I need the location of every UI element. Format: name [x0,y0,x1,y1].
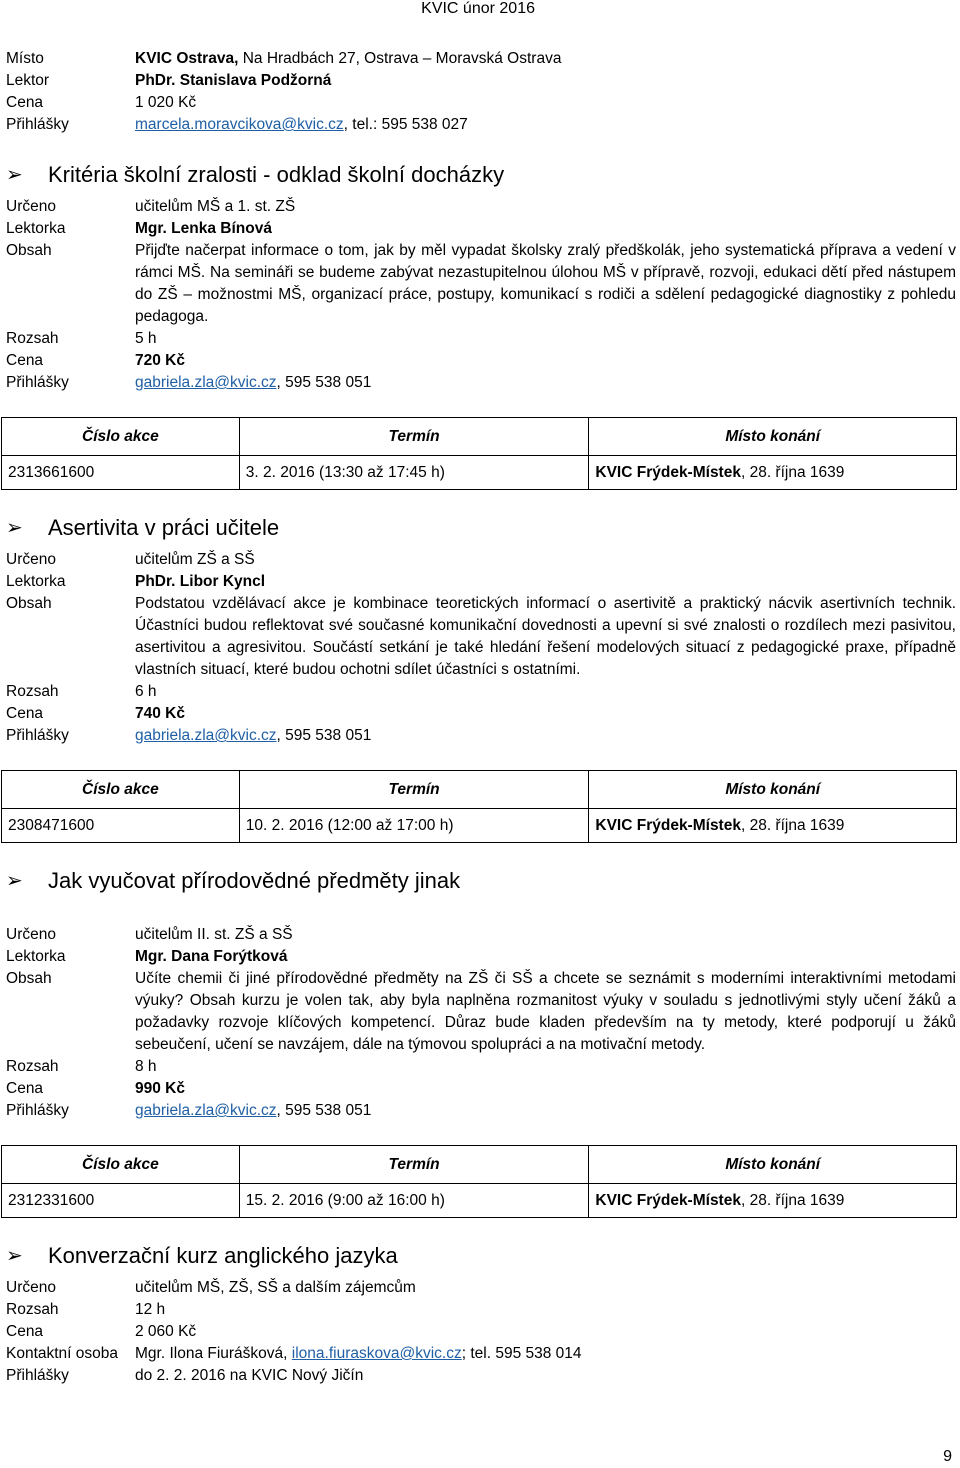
course-description: Učíte chemii či jiné přírodovědné předměty na ZŠ či SŠ a chcete se seznámit s moderními interaktivními metodami výuky? Obsah kurzu je volen tak, aby byla naplněna rozmanitost výuky v souladu s jednotlivými styly učení žáků a požadavky rozvoje klíčových kompetencí. Důraz bude kladen především na ty metody, které podporují u žáků sebeučení, učení se navzájem, dále na týmovou spolupráci a na motivační metody. [135,970,956,1053]
place-address: Na Hradbách 27, Ostrava – Moravská Ostrava [238,50,562,67]
phone: , 595 538 051 [276,1102,372,1119]
course-description: Podstatou vzdělávací akce je kombinace teoretických informací o asertivitě a praktický nácvik asertivních technik. Účastníci budou reflektovat své současné komunikační dovednosti a upevní si své znalosti o rozdílech mezi pasivitou, asertivitou a agresivitou. Součástí setkání je také hledání řešení modelových situací z pedagogické praxe, případně vlastních situací, které budou ochotni sdílet účastníci s ostatními. [135,595,956,678]
event-table [1,770,957,843]
page-header: KVIC únor 2016 [421,0,535,17]
course-details [6,549,956,747]
event-place: KVIC Frýdek-Místek, 28. října 1639 [589,809,957,843]
info-row [6,92,956,114]
course-description: Přijďte načerpat informace o tom, jak by měl vypadat školsky zralý předškolák, jeho systematická příprava a vedení v rámci MŠ. Na semináři se budeme zabývat nezastupitelnou úlohou MŠ v přípravě, rozvoji, edukaci dětí před nástupem do ZŠ – možnostmi MŠ, organizací práce, postupy, komunikací s rodiči a sdělení pedagogické diagnostiky z pohledu pedagoga. [135,242,956,325]
target-group: učitelům ZŠ a SŠ [135,551,255,568]
col-header: Místo konání [589,1146,957,1184]
course-details [6,196,956,394]
event-date: 15. 2. 2016 (9:00 až 16:00 h) [239,1184,589,1218]
course-heading [6,160,956,190]
phone: , 595 538 051 [276,727,372,744]
phone: , tel.: 595 538 027 [343,116,468,133]
course-section [6,1241,956,1271]
row-label: Místo [6,50,44,67]
price: 990 Kč [135,1080,185,1097]
event-place: KVIC Frýdek-Místek, 28. října 1639 [589,456,957,490]
row-label: Rozsah [6,330,59,347]
course-section [6,866,956,896]
registration-info: do 2. 2. 2016 na KVIC Nový Jičín [135,1367,364,1384]
col-header: Termín [239,1146,589,1184]
course-details [6,924,956,1122]
info-row [6,48,956,70]
top-info [6,48,956,136]
place-name: KVIC Ostrava, [135,50,239,67]
row-label: Přihlášky [6,374,69,391]
duration: 8 h [135,1058,157,1075]
event-table [1,417,957,490]
row-label: Určeno [6,1279,56,1296]
event-place: KVIC Frýdek-Místek, 28. října 1639 [589,1184,957,1218]
target-group: učitelům MŠ, ZŠ, SŠ a dalším zájemcům [135,1279,416,1296]
price: 720 Kč [135,352,185,369]
info-row [6,70,956,92]
arrow-bullet-icon: ➢ [6,164,23,186]
col-header: Termín [239,418,589,456]
row-label: Obsah [6,970,52,987]
col-header: Číslo akce [2,418,240,456]
row-label: Rozsah [6,683,59,700]
course-section [6,160,956,190]
contact-person: Mgr. Ilona Fiurášková, [135,1345,292,1362]
row-label: Obsah [6,595,52,612]
lecturer-name: Mgr. Dana Forýtková [135,948,288,965]
arrow-bullet-icon: ➢ [6,870,23,892]
row-label: Cena [6,94,44,111]
course-heading [6,1241,956,1271]
target-group: učitelům MŠ a 1. st. ZŠ [135,198,296,215]
row-label: Přihlášky [6,1367,69,1384]
row-label: Kontaktní osoba [6,1345,119,1362]
email-link[interactable]: marcela.moravcikova@kvic.cz [135,116,344,133]
course-heading [6,866,956,896]
duration: 12 h [135,1301,166,1318]
row-label: Přihlášky [6,116,69,133]
course-heading [6,513,956,543]
event-date: 3. 2. 2016 (13:30 až 17:45 h) [239,456,589,490]
course-title: Konverzační kurz anglického jazyka [48,1243,398,1268]
duration: 6 h [135,683,157,700]
row-label: Cena [6,705,44,722]
row-label: Lektor [6,72,50,89]
email-link[interactable]: gabriela.zla@kvic.cz [135,1102,277,1119]
page-number: 9 [943,1448,952,1465]
row-label: Určeno [6,198,56,215]
arrow-bullet-icon: ➢ [6,517,23,539]
row-label: Přihlášky [6,727,69,744]
col-header: Termín [239,771,589,809]
target-group: učitelům II. st. ZŠ a SŠ [135,926,293,943]
row-label: Lektorka [6,948,66,965]
event-date: 10. 2. 2016 (12:00 až 17:00 h) [239,809,589,843]
phone: ; tel. 595 538 014 [461,1345,582,1362]
email-link[interactable]: ilona.fiuraskova@kvic.cz [291,1345,462,1362]
lecturer-name: PhDr. Libor Kyncl [135,573,266,590]
course-title: Kritéria školní zralosti - odklad školní docházky [48,162,505,187]
row-label: Cena [6,1080,44,1097]
phone: , 595 538 051 [276,374,372,391]
course-details [6,1277,956,1387]
email-link[interactable]: gabriela.zla@kvic.cz [135,727,277,744]
duration: 5 h [135,330,157,347]
event-number: 2308471600 [2,809,240,843]
price: 1 020 Kč [135,94,197,111]
row-label: Lektorka [6,220,66,237]
info-row [6,114,956,136]
email-link[interactable]: gabriela.zla@kvic.cz [135,374,277,391]
lecturer-name: PhDr. Stanislava Podžorná [135,72,332,89]
row-label: Určeno [6,926,56,943]
row-label: Obsah [6,242,52,259]
col-header: Číslo akce [2,1146,240,1184]
price: 740 Kč [135,705,185,722]
lecturer-name: Mgr. Lenka Bínová [135,220,272,237]
row-label: Lektorka [6,573,66,590]
price: 2 060 Kč [135,1323,197,1340]
col-header: Číslo akce [2,771,240,809]
course-title: Jak vyučovat přírodovědné předměty jinak [48,868,461,893]
event-number: 2313661600 [2,456,240,490]
arrow-bullet-icon: ➢ [6,1245,23,1267]
col-header: Místo konání [589,418,957,456]
row-label: Rozsah [6,1058,59,1075]
row-label: Rozsah [6,1301,59,1318]
course-title: Asertivita v práci učitele [48,515,280,540]
event-number: 2312331600 [2,1184,240,1218]
event-table [1,1145,957,1218]
row-label: Přihlášky [6,1102,69,1119]
course-section [6,513,956,543]
col-header: Místo konání [589,771,957,809]
row-label: Cena [6,352,44,369]
row-label: Určeno [6,551,56,568]
row-label: Cena [6,1323,44,1340]
